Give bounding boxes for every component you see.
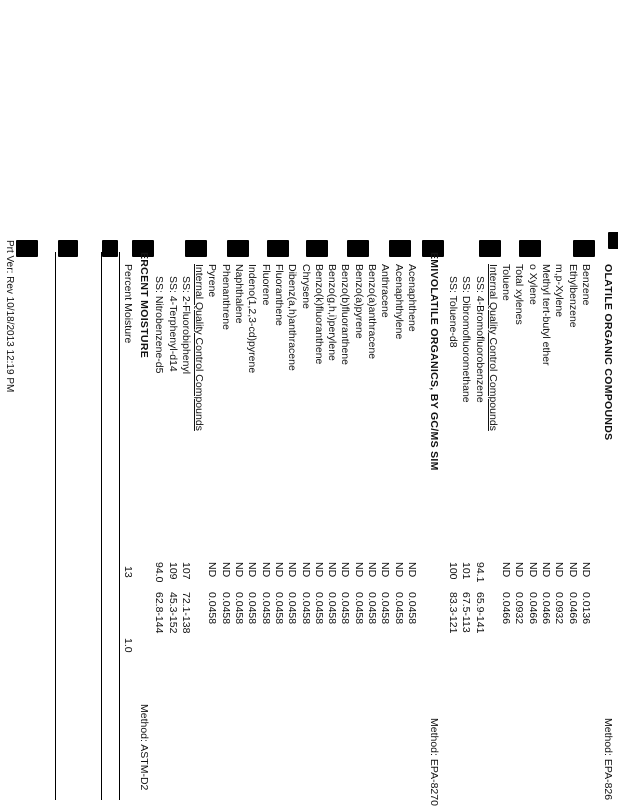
analyte-limit: 0.0932 (553, 592, 566, 625)
redaction-block (608, 232, 618, 249)
analyte-limit: 0.0458 (233, 592, 246, 625)
analyte-limit: 0.0466 (526, 592, 539, 625)
qc-limit: 45.3-152 (166, 592, 179, 634)
analyte-name: o Xylene (526, 264, 539, 305)
analyte-name: Percent Moisture (122, 264, 134, 344)
analyte-result: ND (286, 562, 299, 578)
analyte-name: Toluene (500, 264, 513, 301)
analyte-result: ND (352, 562, 365, 578)
section-header-moisture (137, 240, 150, 800)
analyte-limit: 0.0458 (379, 592, 392, 625)
rotated-report-page (0, 240, 618, 806)
redaction-block (58, 240, 78, 257)
analyte-limit: 0.0932 (513, 592, 526, 625)
qc-row (165, 240, 178, 800)
result-row (499, 240, 512, 800)
analyte-result: ND (273, 562, 285, 578)
analyte-result: ND (206, 562, 219, 578)
analyte-result: ND (500, 562, 513, 578)
qc-result: 107 (179, 562, 192, 580)
analyte-name: Benzo(a)anthracene (366, 264, 379, 360)
result-row (405, 240, 418, 800)
qc-limit: 67.5-113 (460, 592, 473, 633)
analyte-result: ND (246, 562, 259, 578)
analyte-result: ND (392, 562, 405, 578)
result-row (512, 240, 525, 800)
method-label: Method: ASTM-D2 (138, 704, 150, 791)
analyte-name: Benzo(a)pyrene (352, 264, 365, 339)
qc-name: SS: 4-Bromofluorobenzene (473, 276, 486, 403)
analyte-name: Benzo(g,h,i)perylene (326, 264, 339, 361)
analyte-limit: 0.0458 (206, 592, 219, 625)
section-title: OLATILE ORGANIC COMPOUNDS (602, 264, 614, 441)
analyte-name: Total xylenes (513, 264, 526, 325)
analyte-limit: 0.0458 (219, 592, 232, 625)
result-row (219, 240, 232, 800)
qc-name: SS: 4-Terphenyl-d14 (166, 276, 179, 372)
analyte-name: Ethylbenzene (566, 264, 579, 328)
analyte-limit: 0.0458 (352, 592, 365, 625)
analyte-result: ND (513, 562, 526, 578)
analyte-name: Pyrene (206, 264, 219, 298)
qc-limit: 65.9-141 (473, 592, 486, 634)
analyte-name: m,p-Xylene (553, 264, 566, 318)
qc-name: SS: 2-Fluorobiphenyl (179, 276, 192, 375)
result-row (378, 240, 391, 800)
qc-limit: 83.3-121 (447, 592, 459, 634)
qc-row (446, 240, 459, 800)
analyte-result: ND (526, 562, 539, 578)
result-row (232, 240, 245, 800)
analyte-limit: 1.0 (122, 638, 134, 653)
analyte-limit: 0.0458 (312, 592, 325, 625)
section-title: EMIVOLATILE ORGANICS, BY GC/MS SIM (428, 252, 440, 471)
result-row (539, 240, 552, 800)
analyte-limit: 0.0458 (259, 592, 272, 625)
analyte-limit: 0.0458 (326, 592, 339, 625)
result-row (121, 240, 134, 800)
analyte-result: ND (553, 562, 566, 578)
redaction-block (102, 240, 118, 257)
result-row (245, 240, 258, 800)
analyte-result: ND (312, 562, 325, 578)
qc-title: Internal Quality Control Compounds (193, 264, 206, 431)
analyte-result: ND (406, 562, 418, 578)
qc-result: 109 (166, 562, 179, 580)
analyte-name: Dibenz(a,h)anthracene (286, 264, 299, 371)
analyte-result: ND (366, 562, 379, 578)
analyte-limit: 0.0466 (540, 592, 553, 625)
qc-header (192, 240, 205, 800)
analyte-result: ND (219, 562, 232, 578)
result-row (526, 240, 539, 800)
redaction-block (389, 240, 411, 257)
analyte-limit: 0.0458 (273, 592, 285, 625)
result-row (352, 240, 365, 800)
result-row (552, 240, 565, 800)
analyte-limit: 0.0466 (500, 592, 513, 625)
result-row (285, 240, 298, 800)
method-label: Method: EPA-8270 (428, 718, 440, 806)
analyte-result: ND (299, 562, 312, 578)
analyte-name: Fluoranthene (273, 264, 285, 326)
analyte-result: 13 (122, 566, 134, 578)
analyte-limit: 0.0136 (580, 592, 592, 625)
analyte-result: ND (326, 562, 339, 578)
qc-row (152, 240, 165, 800)
result-row (579, 240, 592, 800)
qc-limit: 62.8-144 (153, 592, 166, 634)
result-row (272, 240, 285, 800)
qc-result: 101 (460, 562, 473, 580)
section-title: ERCENT MOISTURE (138, 252, 150, 359)
result-row (258, 240, 271, 800)
qc-name: SS: Nitrobenzene-d5 (153, 276, 166, 374)
analyte-name: Phenanthrene (219, 264, 232, 330)
analyte-result: ND (233, 562, 246, 578)
result-row (298, 240, 311, 800)
analyte-result: ND (580, 562, 592, 578)
qc-limit: 72.1-138 (179, 592, 192, 634)
analyte-name: Fluorene (259, 264, 272, 306)
result-row (565, 240, 578, 800)
analyte-limit: 0.0458 (339, 592, 352, 625)
qc-header (486, 240, 499, 800)
analyte-name: Anthracene (379, 264, 392, 318)
analyte-result: ND (339, 562, 352, 578)
qc-name: SS: Dibromofluoromethane (460, 276, 473, 403)
section-header-semivolatile (427, 240, 440, 806)
analyte-name: Benzo(k)fluoranthene (312, 264, 325, 365)
analyte-name: Benzene (580, 264, 592, 306)
method-label: Method: EPA-826 (602, 718, 614, 801)
qc-row (472, 240, 485, 800)
section-header-volatile (601, 240, 614, 800)
qc-row (179, 240, 192, 800)
analyte-name: Chrysene (299, 264, 312, 309)
analyte-limit: 0.0458 (392, 592, 405, 625)
analyte-limit: 0.0466 (566, 592, 579, 625)
analyte-result: ND (379, 562, 392, 578)
qc-row (459, 240, 472, 800)
qc-result: 94.0 (153, 562, 166, 583)
footer-text: Prt Ver: Rev 10/18/2013 12:19 PM (4, 240, 15, 393)
result-row (365, 240, 378, 800)
result-row (205, 240, 218, 800)
qc-title: Internal Quality Control Compounds (486, 264, 499, 431)
analyte-limit: 0.0458 (299, 592, 312, 625)
analyte-name: Benzo(b)fluoranthene (339, 264, 352, 365)
analyte-result: ND (259, 562, 272, 578)
analyte-name: Acenaphthylene (392, 264, 405, 340)
qc-name: SS: Toluene-d8 (447, 276, 459, 348)
result-row (391, 240, 404, 800)
result-row (338, 240, 351, 800)
result-row (325, 240, 338, 800)
divider (55, 252, 56, 800)
divider (101, 252, 102, 800)
redaction-block (16, 240, 38, 257)
analyte-name: Naphthalene (233, 264, 246, 324)
result-row (312, 240, 325, 800)
analyte-name: Indeno(1,2,3-cd)pyrene (246, 264, 259, 374)
divider (119, 252, 120, 800)
analyte-name: Acenaphthene (406, 264, 418, 332)
analyte-limit: 0.0458 (246, 592, 259, 625)
qc-result: 100 (447, 562, 459, 580)
analyte-limit: 0.0458 (406, 592, 418, 625)
analyte-result: ND (540, 562, 553, 578)
qc-result: 94.1 (473, 562, 486, 583)
analyte-limit: 0.0458 (366, 592, 379, 625)
analyte-limit: 0.0458 (286, 592, 299, 625)
analyte-result: ND (566, 562, 579, 578)
analyte-name: Methyl tert-butyl ether (540, 264, 553, 366)
